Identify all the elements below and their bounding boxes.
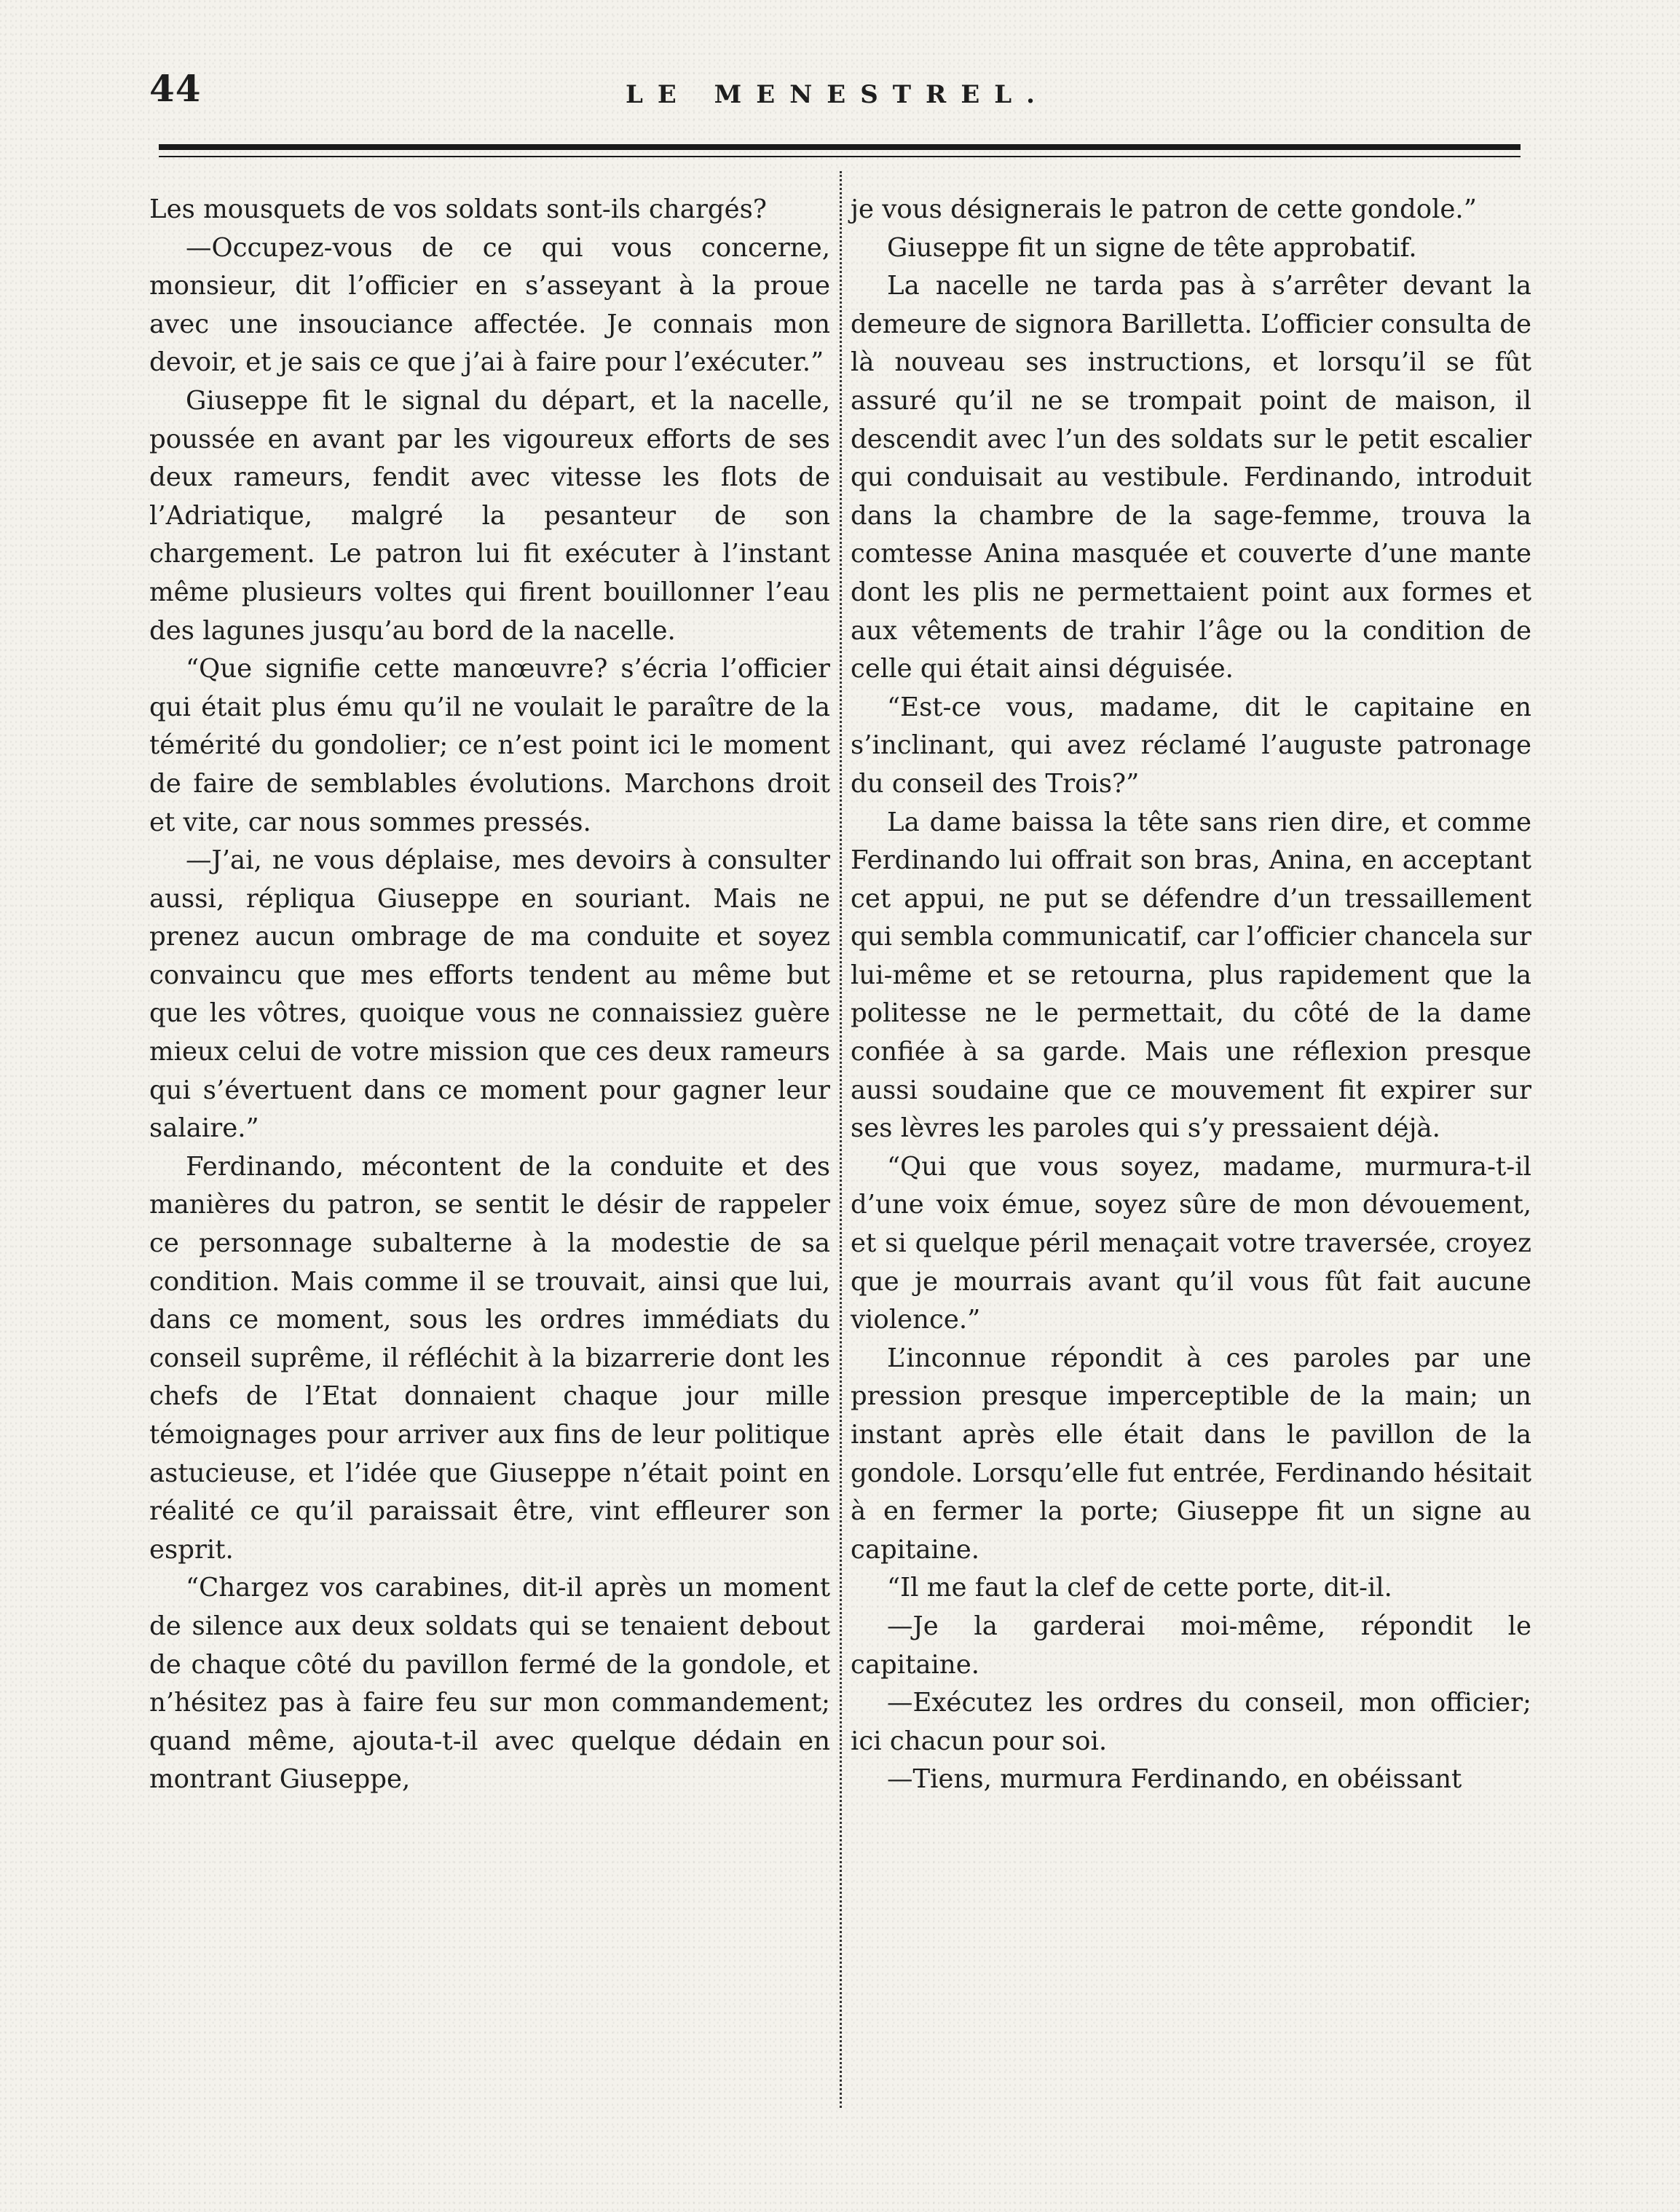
header-rule-thick	[159, 144, 1521, 150]
header-rule-thin	[159, 156, 1521, 157]
paragraph: “Il me faut la clef de cette porte, dit-il.	[887, 1573, 1392, 1603]
paragraph: La dame baissa la tête sans rien dire, et comme Ferdinando lui offrait son bras, Anina, en acceptant cet appui, ne put se défendre d’un tressaillement qui sembla communicatif, car l’officier chancela sur lui-même et se retourna, plus rapidement que la politesse ne le permettait, du côté de la dame confiée à sa garde. Mais une réflexion presque aussi soudaine que ce mouvement fit expirer sur ses lèvres les paroles qui s’y pressaient déjà.	[851, 807, 1531, 1144]
paragraph: Giuseppe fit le signal du départ, et la nacelle, poussée en avant par les vigoureux efforts de ses deux rameurs, fendit avec vitesse les flots de l’Adriatique, malgré la pesanteur de son chargement. Le patron lui fit exécuter à l’instant même plusieurs voltes qui firent bouillonner l’eau des lagunes jusqu’au bord de la nacelle.	[149, 385, 830, 646]
left-column	[149, 191, 830, 1799]
paragraph: Les mousquets de vos soldats sont-ils chargés?	[149, 194, 767, 224]
paragraph: —Exécutez les ordres du conseil, mon officier; ici chacun pour soi.	[851, 1688, 1531, 1756]
paragraph: L’inconnue répondit à ces paroles par une pression presque imperceptible de la main; un instant après elle était dans le pavillon de la gondole. Lorsqu’elle fut entrée, Ferdinando hésitait à en fermer la porte; Giuseppe fit un signe au capitaine.	[851, 1343, 1531, 1565]
page-number: 44	[149, 67, 202, 110]
column-divider	[840, 171, 842, 2108]
paragraph: —Tiens, murmura Ferdinando, en obéissant	[887, 1764, 1462, 1795]
paragraph: Ferdinando, mécontent de la conduite et des manières du patron, se sentit le désir de rappeler ce personnage subalterne à la modestie de sa condition. Mais comme il se trouvait, ainsi que lui, dans ce moment, sous les ordres immédiats du conseil suprême, il réfléchit à la bizarrerie dont les chefs de l’Etat donnaient chaque jour mille témoignages pour arriver aux fins de leur politique astucieuse, et l’idée que Giuseppe n’était point en réalité ce qu’il paraissait être, vint effleurer son esprit.	[149, 1151, 830, 1565]
paragraph: “Qui que vous soyez, madame, murmura-t-il d’une voix émue, soyez sûre de mon dévouement, et si quelque péril menaçait votre traversée, croyez que je mourrais avant qu’il vous fût fait aucune violence.”	[851, 1151, 1531, 1335]
paragraph: “Que signifie cette manœuvre? s’écria l’officier qui était plus ému qu’il ne voulait le paraître de la témérité du gondolier; ce n’est point ici le moment de faire de semblables évolutions. Marchons droit et vite, car nous sommes pressés.	[149, 654, 830, 837]
paragraph: La nacelle ne tarda pas à s’arrêter devant la demeure de signora Barilletta. L’officier consulta de là nouveau ses instructions, et lorsqu’il se fût assuré qu’il ne se trompait point de maison, il descendit avec l’un des soldats sur le petit escalier qui conduisait au vestibule. Ferdinando, introduit dans la chambre de la sage-femme, trouva la comtesse Anina masquée et couverte d’une mante dont les plis ne permettaient point aux formes et aux vêtements de trahir l’âge ou la condition de celle qui était ainsi déguisée.	[851, 271, 1531, 684]
paragraph: —J’ai, ne vous déplaise, mes devoirs à consulter aussi, répliqua Giuseppe en souriant. Mais ne prenez aucun ombrage de ma conduite et soyez convaincu que mes efforts tendent au même but que les vôtres, quoique vous ne connaissiez guère mieux celui de votre mission que ces deux rameurs qui s’évertuent dans ce moment pour gagner leur salaire.”	[149, 845, 830, 1144]
paragraph: “Est-ce vous, madame, dit le capitaine en s’inclinant, qui avez réclamé l’auguste patronage du conseil des Trois?”	[851, 692, 1531, 799]
right-column	[851, 191, 1531, 1799]
paragraph: Giuseppe fit un signe de tête approbatif.	[887, 232, 1417, 263]
paragraph: —Occupez-vous de ce qui vous concerne, monsieur, dit l’officier en s’asseyant à la proue avec une insouciance affectée. Je connais mon devoir, et je sais ce que j’ai à faire pour l’exécuter.”	[149, 232, 830, 378]
masthead-title: LE MENESTREL.	[626, 80, 1049, 109]
paragraph: je vous désignerais le patron de cette gondole.”	[851, 194, 1477, 224]
page-header	[149, 67, 1526, 118]
paragraph: “Chargez vos carabines, dit-il après un moment de silence aux deux soldats qui se tenaient debout de chaque côté du pavillon fermé de la gondole, et n’hésitez pas à faire feu sur mon commandement; quand même, ajouta-t-il avec quelque dédain en montrant Giuseppe,	[149, 1573, 830, 1795]
paragraph: —Je la garderai moi-même, répondit le capitaine.	[851, 1611, 1531, 1680]
